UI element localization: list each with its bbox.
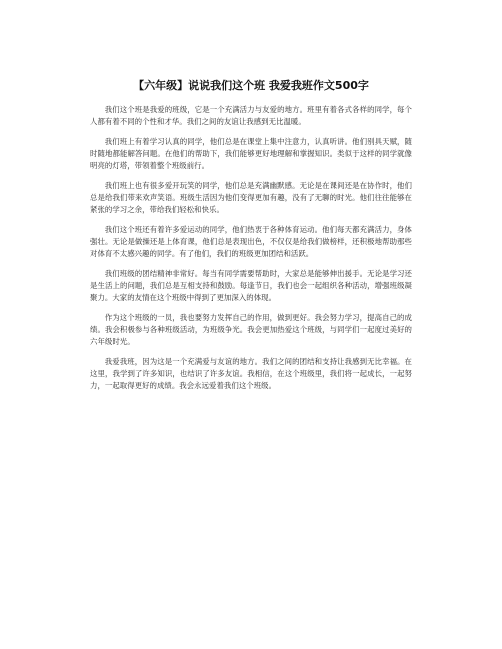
- paragraph-4: 我们这个班还有着许多爱运动的同学，他们热衷于各种体育运动。他们每天都充满活力，身体强壮。无论是做操还是上体育课，他们总是表现出色，不仅仅是给我们做榜样，还积极地帮助那些对体育不太感兴趣的同学。有了他们，我们的班级更加团结和活跃。: [90, 225, 412, 258]
- paragraph-5: 我们班级的团结精神非常好。每当有同学需要帮助时，大家总是能够伸出援手。无论是学习还是生活上的问题，我们总是互相支持和鼓励。每逢节日，我们也会一起组织各种活动，增强班级凝聚力。大家的友情在这个班级中得到了更加深入的体现。: [90, 269, 412, 302]
- paragraph-1: 我们这个班是我爱的班级，它是一个充满活力与友爱的地方。班里有着各式各样的同学，每个人都有着不同的个性和才华。我们之间的友谊让我感到无比温暖。: [90, 105, 412, 126]
- paragraph-2: 我们班上有着学习认真的同学，他们总是在课堂上集中注意力，认真听讲。他们别具天赋，随时随地都能解答问题。在他们的帮助下，我们能够更好地理解和掌握知识。类似于这样的同学就像明亮的灯塔，带领着整个班级前行。: [90, 137, 412, 170]
- paragraph-6: 作为这个班级的一员，我也要努力发挥自己的作用，做到更好。我会努力学习，提高自己的成绩。我会积极参与各种班级活动，为班级争光。我会更加热爱这个班级，与同学们一起度过美好的六年级时光。: [90, 313, 412, 346]
- document-body: [90, 104, 412, 400]
- document-title: 【六年级】说说我们这个班 我爱我班作文500字: [133, 79, 369, 92]
- paragraph-7: 我爱我班，因为这是一个充满爱与友谊的地方。我们之间的团结和支持让我感到无比幸福。在这里，我学到了许多知识，也结识了许多友谊。我相信，在这个班级里，我们将一起成长，一起努力，一起取得更好的成绩。我会永远爱着我们这个班级。: [90, 357, 412, 390]
- paragraph-3: 我们班上也有很多爱开玩笑的同学，他们总是充满幽默感。无论是在课间还是在协作时，他们总是给我们带来欢声笑语。班级生活因为他们变得更加有趣，没有了无聊的时光。他们往往能够在紧张的学习之余，带给我们轻松和快乐。: [90, 181, 412, 214]
